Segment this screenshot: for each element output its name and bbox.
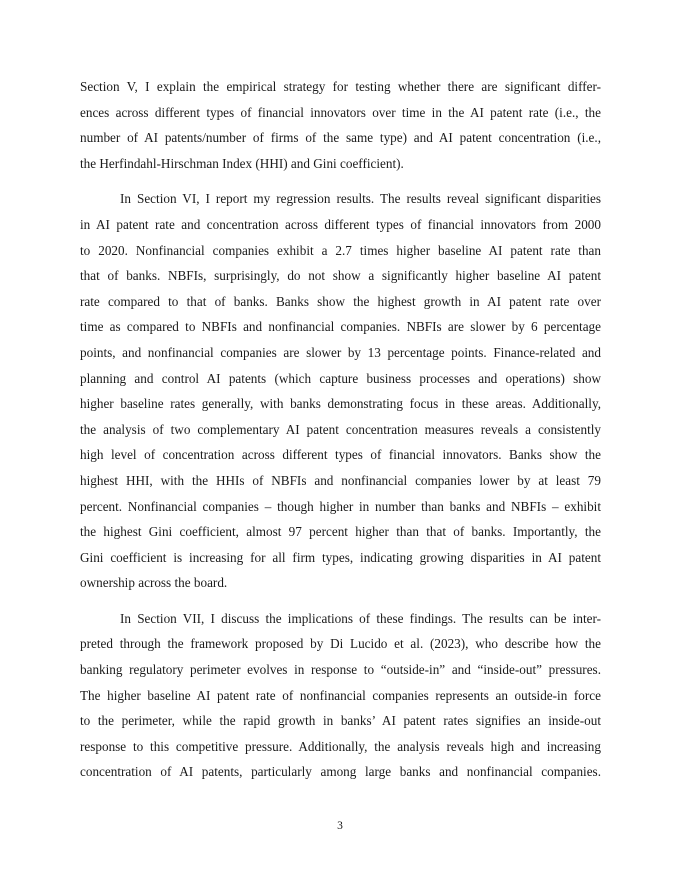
- text-line: number of AI patents/number of firms of the same type) and AI patent concentration (i.e.,: [80, 130, 601, 146]
- paper-body: [80, 74, 601, 785]
- text-line: Section V, I explain the empirical strategy for testing whether there are significant differ-: [80, 79, 601, 94]
- text-line: in AI patent rate and concentration across different types of financial innovators from 2000: [80, 216, 601, 232]
- text-line: In Section VI, I report my regression results. The results reveal significant disparities: [120, 191, 601, 207]
- text-line: to 2020. Nonfinancial companies exhibit a 2.7 times higher baseline AI patent rate than: [80, 242, 601, 258]
- text-line: concentration of AI patents, particularly among large banks and nonfinancial companies.: [80, 764, 601, 780]
- text-line: points, and nonfinancial companies are slower by 13 percentage points. Finance-related and: [80, 344, 601, 360]
- text-line: to the perimeter, while the rapid growth in banks’ AI patent rates signifies an inside-out: [80, 713, 601, 729]
- paragraph-section-vi: [80, 186, 601, 596]
- text-line: ences across different types of financial innovators over time in the AI patent rate (i.e., the: [80, 104, 601, 120]
- text-line: time as compared to NBFIs and nonfinancial companies. NBFIs are slower by 6 percentage: [80, 319, 601, 335]
- text-line: the highest Gini coefficient, almost 97 percent higher than that of banks. Importantly, the: [80, 524, 601, 540]
- text-line: In Section VII, I discuss the implications of these findings. The results can be inter-: [120, 610, 601, 626]
- text-line: rate compared to that of banks. Banks show the highest growth in AI patent rate over: [80, 293, 601, 309]
- text-line: planning and control AI patents (which capture business processes and operations) show: [80, 370, 601, 386]
- text-line: the Herfindahl-Hirschman Index (HHI) and Gini coefficient).: [80, 155, 404, 171]
- text-line: banking regulatory perimeter evolves in response to “outside-in” and “inside-out” pressures.: [80, 662, 601, 678]
- paragraph-section-vii: [80, 606, 601, 785]
- text-line: ownership across the board.: [80, 575, 228, 591]
- paragraph-section-v: [80, 74, 601, 176]
- text-line: the analysis of two complementary AI patent concentration measures reveals a consistently: [80, 421, 601, 437]
- text-line: percent. Nonfinancial companies – though higher in number than banks and NBFIs – exhibit: [80, 498, 601, 514]
- page-number: 3: [337, 820, 343, 832]
- text-line: The higher baseline AI patent rate of nonfinancial companies represents an outside-in force: [80, 687, 601, 703]
- text-line: highest HHI, with the HHIs of NBFIs and nonfinancial companies lower by at least 79: [80, 472, 601, 488]
- text-line: response to this competitive pressure. Additionally, the analysis reveals high and increasing: [80, 738, 601, 754]
- text-line: Gini coefficient is increasing for all firm types, indicating growing disparities in AI patent: [80, 549, 601, 565]
- text-line: high level of concentration across different types of financial innovators. Banks show the: [80, 447, 601, 463]
- text-line: higher baseline rates generally, with banks demonstrating focus in these areas. Additionally,: [80, 396, 601, 412]
- text-line: that of banks. NBFIs, surprisingly, do not show a significantly higher baseline AI patent: [80, 268, 601, 284]
- text-line: preted through the framework proposed by Di Lucido et al. (2023), who describe how the: [80, 636, 601, 652]
